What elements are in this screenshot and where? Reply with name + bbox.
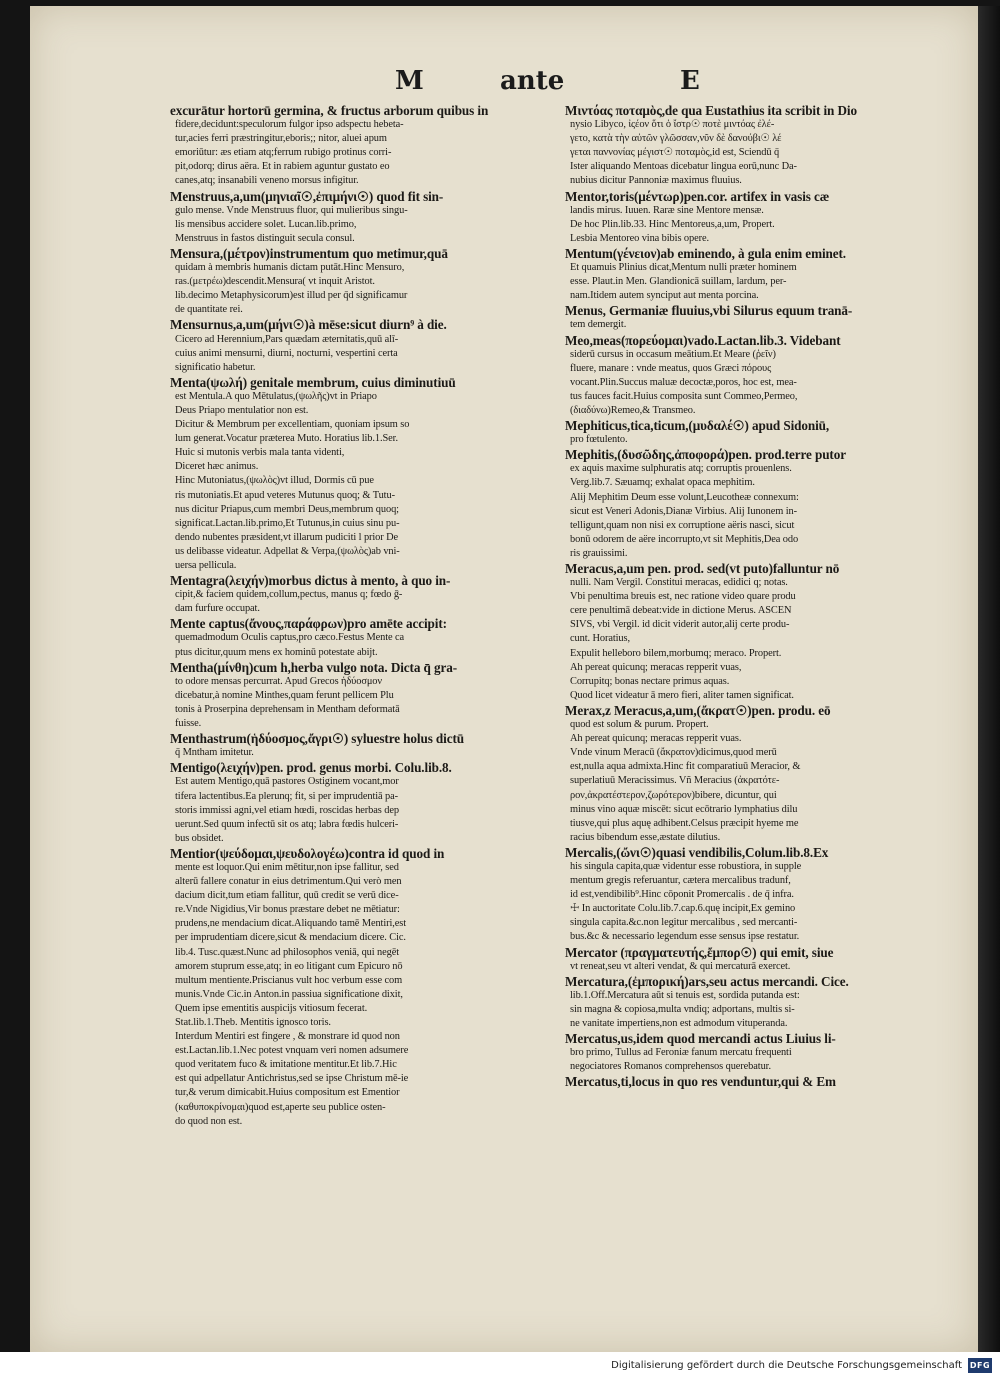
entry-text-line: to odore mensas percurrat. Apud Grecos ἡδύοσμον xyxy=(175,675,382,687)
entry-text-line: de quantitate rei. xyxy=(175,304,243,316)
entry-headword-line: excurātur hortorū germina, & fructus arborum quibus in xyxy=(170,104,489,118)
header-right: E xyxy=(680,66,700,96)
dictionary-entry xyxy=(565,1075,960,1089)
entry-text-line: dendo nubentes præsident,vt illarum pudiciti l prior De xyxy=(175,531,399,543)
entry-text-line: sin magna & copiosa,multa vndiq; adportans, multis si- xyxy=(570,1003,795,1015)
entry-headword-line: Meracus,a,um pen. prod. sed(vt puto)falluntur nō xyxy=(565,562,840,576)
entry-text-line: gulo mense. Vnde Menstruus fluor, qui mulieribus singu- xyxy=(175,204,408,216)
entry-text-line: (καθυποκρίνομαι)quod est,aperte seu publice osten- xyxy=(175,1101,386,1113)
footer-bar xyxy=(0,1352,1000,1382)
entry-text-line: amorem stuprum esse,atq; in eo litigant cum Epicuro nō xyxy=(175,960,403,972)
entry-text-line: ☩ In auctoritate Colu.lib.7.cap.6.quę incipit,Ex gemino xyxy=(570,903,796,915)
entry-text-line: siderū cursus in occasum meātium.Et Meare (ῥεῖν) xyxy=(570,348,776,360)
dictionary-entry xyxy=(170,732,565,760)
entry-text-line: mentum gregis referuantur, cætera mercalibus tradunf, xyxy=(570,875,791,887)
entry-text-line: uerunt.Sed quum infectū sit os atq; labra fœdis hulceri- xyxy=(175,818,399,830)
entry-text-line: cipit,& faciem quidem,collum,pectus, manus q; fœdo ḡ- xyxy=(175,589,403,601)
entry-text-line: Verg.lib.7. Sæuamq; exhalat opaca mephitim. xyxy=(570,477,755,489)
entry-text-line: est qui adpellatur Antichristus,sed se ipse Christum mē-ie xyxy=(175,1073,409,1085)
entry-text-line: fluere, manare : vnde meatus, quos Græci πόρους xyxy=(570,362,772,374)
entry-text-line: pro fœtulento. xyxy=(570,434,628,446)
entry-text-line: Alij Mephitim Deum esse volunt,Leucotheæ connexum: xyxy=(570,491,799,503)
dictionary-entry xyxy=(565,247,960,303)
entry-text-line: Et quamuis Plinius dicat,Mentum nulli præter hominem xyxy=(570,262,797,274)
entry-text-line: cuius animi mensurni, diurni, nocturni, vespertini certa xyxy=(175,347,398,359)
entry-headword-line: Mephiticus,tica,ticum,(μυδαλέ☉) apud Sidoniū, xyxy=(565,419,830,434)
entry-text-line: Interdum Mentiri est fingere , & monstrare id quod non xyxy=(175,1031,400,1043)
left-column xyxy=(170,104,565,1130)
entry-headword-line: Meo,meas(πορεύομαι)vado.Lactan.lib.3. Videbant xyxy=(565,333,841,348)
entry-text-line: vt reneat,seu vt alteri vendat, & qui mercaturā exercet. xyxy=(570,960,791,972)
entry-headword-line: Menus, Germaniæ fluuius,vbi Silurus equum tranā- xyxy=(565,304,853,319)
entry-text-line: nulli. Nam Vergil. Constitui meracas, edidici q; notas. xyxy=(570,577,788,589)
book-page xyxy=(30,6,978,1352)
entry-text-line: us delibasse videatur. Adpellat & Verpa,(ψωλὸς)ab vni- xyxy=(175,545,400,557)
entry-text-line: tus fauces facit.Huius composita sunt Commeo,Permeo, xyxy=(570,390,798,402)
dictionary-entry xyxy=(170,661,565,731)
funding-credit: Digitalisierung gefördert durch die Deutsche Forschungsgemeinschaft xyxy=(611,1360,962,1371)
entry-text-line: sicut est Veneri Adonis,Dianæ Virbius. Alij Iunonem in- xyxy=(570,505,797,517)
entry-text-line: lum generat.Vocatur præterea Muto. Horatius lib.1.Ser. xyxy=(175,433,398,445)
entry-headword-line: Mercatus,us,idem quod mercandi actus Liuius li- xyxy=(565,1032,836,1047)
entry-text-line: bonū odorem de aëre incorrupto,vt sit Mephitis,Dea odo xyxy=(570,533,799,545)
entry-text-line: tem demergit. xyxy=(570,319,627,331)
entry-text-line: cere penultimā debeat:vide in dictione Merus. ASCEN xyxy=(570,605,792,617)
entry-text-line: vocant.Plin.Succus maluæ decoctæ,poros, hoc est, mea- xyxy=(570,376,797,388)
dictionary-entry xyxy=(565,975,960,1031)
entry-text-line: nam.Itidem autem synciput aut menta porcina. xyxy=(570,290,759,302)
entry-text-line: bus obsidet. xyxy=(175,832,224,844)
entry-headword-line: Mercatura,(ἐμπορική)ars,seu actus mercandi. Cice. xyxy=(565,974,849,989)
entry-text-line: quod est solum & purum. Propert. xyxy=(570,719,709,731)
dictionary-entry xyxy=(170,574,565,616)
entry-text-line: per imprudentiam dicere,sicut & mendacium dicere. Cic. xyxy=(175,932,406,944)
dictionary-entry xyxy=(565,190,960,246)
header-left: M xyxy=(395,66,424,96)
entry-text-line: singula capita.&c.non legitur mercalibus , sed mercanti- xyxy=(570,917,798,929)
entry-text-line: Deus Priapo mentulatior non est. xyxy=(175,404,309,416)
entry-text-line: lib.1.Off.Mercatura aūt si tenuis est, sordida putanda est: xyxy=(570,989,800,1001)
entry-text-line: tur,& verum dimicabit.Huius compositum est Ementior xyxy=(175,1087,400,1099)
entry-text-line: Ister aliquando Mentoas dicebatur lingua eorū,nunc Da- xyxy=(570,161,797,173)
dictionary-entry xyxy=(565,946,960,974)
entry-text-line: dam furfure occupat. xyxy=(175,603,260,615)
entry-text-line: alterū fallere conatur in eius detrimentum.Qui verò men xyxy=(175,876,402,888)
entry-text-line: storis immissi agni,vel etiam hœdi, roscidas herbas dep xyxy=(175,804,399,816)
entry-headword-line: Mentagra(λειχήν)morbus dictus à mento, à quo in- xyxy=(170,574,451,589)
entry-text-line: Quem ipse ementitis auspicijs vitiosum fecerat. xyxy=(175,1002,368,1014)
entry-text-line: his singula capita,quæ videntur esse robustiora, in supple xyxy=(570,860,802,872)
entry-text-line: prudens,ne mendacium dicat.Aliquando tamē Mentiri,est xyxy=(175,918,407,930)
entry-text-line: significat.Lactan.lib.primo,Et Tutunus,in cuius sinu pu- xyxy=(175,517,400,529)
entry-text-line: Cicero ad Herennium,Pars quædam æternitatis,quū alī- xyxy=(175,333,399,345)
entry-text-line: Diceret hæc animus. xyxy=(175,461,259,473)
entry-text-line: tur,acies ferri præstringitur,eboris;; nitor, aluei apum xyxy=(175,133,387,145)
entry-text-line: significatio habetur. xyxy=(175,361,256,373)
entry-text-line: Quod licet videatur ā mero fieri, aliter tamen significat. xyxy=(570,689,794,701)
entry-text-line: Lesbia Mentoreo vina bibis opere. xyxy=(570,232,709,244)
entry-text-line: Ah pereat quicunq; meracas repperit vuas. xyxy=(570,733,742,745)
entry-text-line: est,nulla aqua admixta.Hinc fit comparatiuū Meracior, & xyxy=(570,761,801,773)
entry-text-line: uersa pellicula. xyxy=(175,560,237,571)
entry-text-line: Expulit helleboro bilem,morbumq; meraco. Propert. xyxy=(570,647,782,659)
dictionary-entry xyxy=(170,190,565,246)
entry-text-line: bro primo, Tullus ad Feroniæ fanum mercatu frequenti xyxy=(570,1047,792,1059)
dictionary-entry xyxy=(170,247,565,317)
entry-text-line: telligunt,quam non nisi ex corruptione aëris nasci, sicut xyxy=(570,519,795,531)
entry-text-line: quidam à membris humanis dictam putāt.Hinc Mensuro, xyxy=(175,262,405,274)
entry-headword-line: Menstruus,a,um(μηνιαῖ☉,ἐπιμήνι☉) quod fit sin- xyxy=(170,189,444,204)
entry-text-line: quemadmodum Oculis captus,pro cæco.Festus Mente ca xyxy=(175,632,405,644)
entry-text-line: do quod non est. xyxy=(175,1115,243,1127)
dictionary-entry xyxy=(170,104,565,189)
entry-headword-line: Merax,z Meracus,a,um,(ἄκρατ☉)pen. produ. eō xyxy=(565,703,831,718)
entry-text-line: ris mutoniatis.Et apud veteres Mutunus quoq; & Tutu- xyxy=(175,489,395,501)
entry-text-line: ne vanitate impertiens,non est admodum vituperanda. xyxy=(570,1018,788,1029)
entry-headword-line: Menthastrum(ἡδύοσμος,ἄγρι☉) syluestre holus dictū xyxy=(170,732,465,747)
dictionary-entry xyxy=(565,846,960,945)
entry-text-line: minus vino aquæ miscēt: sicut ecōtrario lymphatius dilu xyxy=(570,803,798,815)
entry-text-line: dicebatur,à nomine Minthes,quam ferunt pellicem Plu xyxy=(175,689,394,701)
dictionary-entry xyxy=(170,617,565,659)
entry-text-line: SIVS, vbi Vergil. id dicit viderit autor,alij certe produ- xyxy=(570,619,790,631)
entry-text-line: multum mentiente.Priscianus vult hoc verbum esse com xyxy=(175,974,403,986)
entry-text-line: nysio Libyco, ἰςέον ὅτι ὁ ἴστρ☉ ποτὲ μιντόας ἐλέ- xyxy=(570,119,775,131)
page-header xyxy=(30,66,978,100)
entry-text-line: ptus dicitur,quum mens ex hominū potestate abijt. xyxy=(175,646,378,658)
entry-text-line: Corrupitq; bonas nectare primus aquas. xyxy=(570,675,730,687)
entry-text-line: esse. Plaut.in Men. Glandionicā suillam, lardum, per- xyxy=(570,276,787,288)
entry-text-line: fidere,decidunt:speculorum fulgor ipso adspectu hebeta- xyxy=(175,119,404,131)
entry-text-line: id est,vendibilib⁹.Hinc cōponit Promercalis . de q̄ infra. xyxy=(570,889,794,901)
entry-headword-line: Mensura,(μέτρον)instrumentum quo metimur,quā xyxy=(170,246,448,261)
entry-text-line: est Mentula.A quo Mētulatus,(ψωλῆς)vt in Priapo xyxy=(175,390,377,402)
entry-headword-line: Mentigo(λειχήν)pen. prod. genus morbi. Colu.lib.8. xyxy=(170,761,452,776)
entry-text-line: superlatiuū Meracissimus. Vñ Meracius (ἀκρατότε- xyxy=(570,775,780,787)
entry-text-line: (διαδύνω)Remeo,& Transmeo. xyxy=(570,404,696,416)
dfg-logo: DFG xyxy=(968,1358,992,1373)
entry-text-line: nus dicitur Priapus,cum membri Deus,membrum quoq; xyxy=(175,503,399,515)
dictionary-entry xyxy=(565,419,960,447)
header-middle: ante xyxy=(500,66,565,96)
entry-text-line: γεται παννονίας μέγιστ☉ ποταμὸς,id est, Sciendū q̄ xyxy=(570,147,780,159)
dictionary-entry xyxy=(565,104,960,189)
entry-text-line: ris grauissimi. xyxy=(570,547,628,559)
dictionary-entry xyxy=(565,704,960,845)
entry-headword-line: Mentior(ψεύδομαι,ψευδολογέω)contra id quod in xyxy=(170,846,445,861)
entry-text-line: re.Vnde Nigidius,Vir bonus præstare debet ne mētiatur: xyxy=(175,904,400,916)
entry-headword-line: Mente captus(ἄνους,παράφρων)pro amēte accipit: xyxy=(170,617,447,632)
entry-text-line: pit,odorq; dirus aëra. Et in rabiem aguntur gustato eo xyxy=(175,161,390,173)
entry-headword-line: Mentor,toris(μέντωρ)pen.cor. artifex in vasis cæ xyxy=(565,189,830,204)
dictionary-entry xyxy=(565,1032,960,1074)
entry-text-line: cunt. Horatius, xyxy=(570,633,630,645)
dictionary-entry xyxy=(565,304,960,332)
entry-text-line: tiusve,qui plus aquę adhibent.Celsus præcipit hyeme me xyxy=(570,817,799,829)
entry-text-line: racius bibendum esse,æstate dilutius. xyxy=(570,831,721,843)
entry-text-line: canes,atq; insanabili veneno morsus infigitur. xyxy=(175,175,359,187)
entry-text-line: lib.4. Tusc.quæst.Nunc ad philosophos veniā, qui negēt xyxy=(175,946,400,958)
entry-headword-line: Mephitis,(δυσῶδης,ἀποφορά)pen. prod.terre putor xyxy=(565,448,846,463)
entry-headword-line: Menta(ψωλή) genitale membrum, cuius diminutiuū xyxy=(170,375,456,390)
entry-text-line: bus.&c & necessario legendum esse sensus ipse restatur. xyxy=(570,931,800,943)
entry-text-line: De hoc Plin.lib.33. Hinc Mentoreus,a,um, Propert. xyxy=(570,218,775,230)
entry-text-line: q̄ Mntham imitetur. xyxy=(175,747,254,759)
entry-headword-line: Mentha(μίνθη)cum h,herba vulgo nota. Dicta q̄ gra- xyxy=(170,660,458,675)
entry-headword-line: Mentum(γένειον)ab eminendo, à gula enim eminet. xyxy=(565,246,846,261)
entry-text-line: γετο, κατὰ τὴν αὐτῶν γλῶσσαν,νῦν δὲ δανούβι☉ λέ xyxy=(570,133,782,145)
entry-text-line: lis mensibus accidere solet. Lucan.lib.primo, xyxy=(175,218,357,230)
entry-text-line: fuisse. xyxy=(175,718,202,730)
entry-text-line: Dicitur & Membrum per excellentiam, quoniam ipsum so xyxy=(175,419,410,431)
entry-text-line: Huic si mutonis verbis mala tanta videnti, xyxy=(175,447,345,459)
dictionary-entry xyxy=(170,318,565,374)
entry-text-line: Est autem Mentigo,quā pastores Ostiginem vocant,mor xyxy=(175,776,399,788)
entry-text-line: dacium dicit,tum etiam fallitur, quū credit se verū dice- xyxy=(175,890,399,902)
entry-text-line: est.Lactan.lib.1.Nec potest vnquam veri nomen adsumere xyxy=(175,1045,409,1057)
entry-text-line: mente est loquor.Qui enim mētitur,non ipse fallitur, sed xyxy=(175,861,399,873)
entry-headword-line: Mercator (πραγματευτής,ἔμπορ☉) qui emit, siue xyxy=(565,945,834,960)
entry-text-line: Stat.lib.1.Theb. Mentitis ignosco toris. xyxy=(175,1017,331,1028)
entry-text-line: tonis à Proserpina deprehensam in Mentham deformatā xyxy=(175,703,400,715)
dictionary-entry xyxy=(565,448,960,561)
dictionary-entry xyxy=(170,376,565,573)
entry-text-line: nubius dicitur Pannoniæ maximus fluuius. xyxy=(570,175,742,187)
entry-text-line: lib.decimo Metaphysicorum)est illud per q̄d significamur xyxy=(175,290,408,302)
page-edge xyxy=(978,6,1000,1352)
entry-headword-line: Mercatus,ti,locus in quo res venduntur,qui & Em xyxy=(565,1075,836,1090)
entry-text-line: Menstruus in fastos distinguit secula consul. xyxy=(175,232,355,244)
entry-text-line: emoriūtur: æs etiam atq;ferrum rubigo protinus corri- xyxy=(175,147,392,159)
entry-headword-line: Mensurnus,a,um(μήνι☉)à mēse:sicut diurn⁹ à die. xyxy=(170,318,447,333)
right-column xyxy=(565,104,960,1090)
entry-text-line: quod veritatem fuco & imitatione mentitur.Et lib.7.Hic xyxy=(175,1059,397,1071)
entry-text-line: Vnde vinum Meracū (ἄκρατον)dicimus,quod merū xyxy=(570,747,777,759)
entry-text-line: Ah pereat quicunq; meracas repperit vuas, xyxy=(570,661,742,673)
entry-text-line: negociatores Romanos comprehensos querebatur. xyxy=(570,1061,771,1073)
entry-text-line: munis.Vnde Cic.in Anton.in passiua significatione dixit, xyxy=(175,988,403,1000)
entry-text-line: ex aquis maxime sulphuratis atq; corruptis prouenlens. xyxy=(570,463,792,475)
entry-text-line: Hinc Mutoniatus,(ψωλὸς)vt illud, Dormis cū pue xyxy=(175,475,374,487)
dictionary-entry xyxy=(565,334,960,419)
entry-text-line: ρον,ἀκρατέστερον,ζωρότερον)bibere, dicuntur, qui xyxy=(570,789,777,801)
entry-headword-line: Mercalis,(ὤνι☉)quasi vendibilis,Colum.lib.8.Ex xyxy=(565,845,829,860)
entry-text-line: landis mirus. Iuuen. Raræ sine Mentore mensæ. xyxy=(570,204,764,216)
dictionary-entry xyxy=(565,562,960,703)
dictionary-entry xyxy=(170,761,565,846)
entry-text-line: tifera lactentibus.Ea plerunq; fit, si per imprudentiā pa- xyxy=(175,790,399,802)
entry-text-line: ras.(μετρέω)descendit.Mensura( vt inquit Aristot. xyxy=(175,276,375,288)
dictionary-entry xyxy=(170,847,565,1129)
entry-headword-line: Μιντόας ποταμὸς,de qua Eustathius ita scribit in Dio xyxy=(565,104,857,118)
entry-text-line: Vbi penultima breuis est, nec ratione video quare produ xyxy=(570,591,796,603)
